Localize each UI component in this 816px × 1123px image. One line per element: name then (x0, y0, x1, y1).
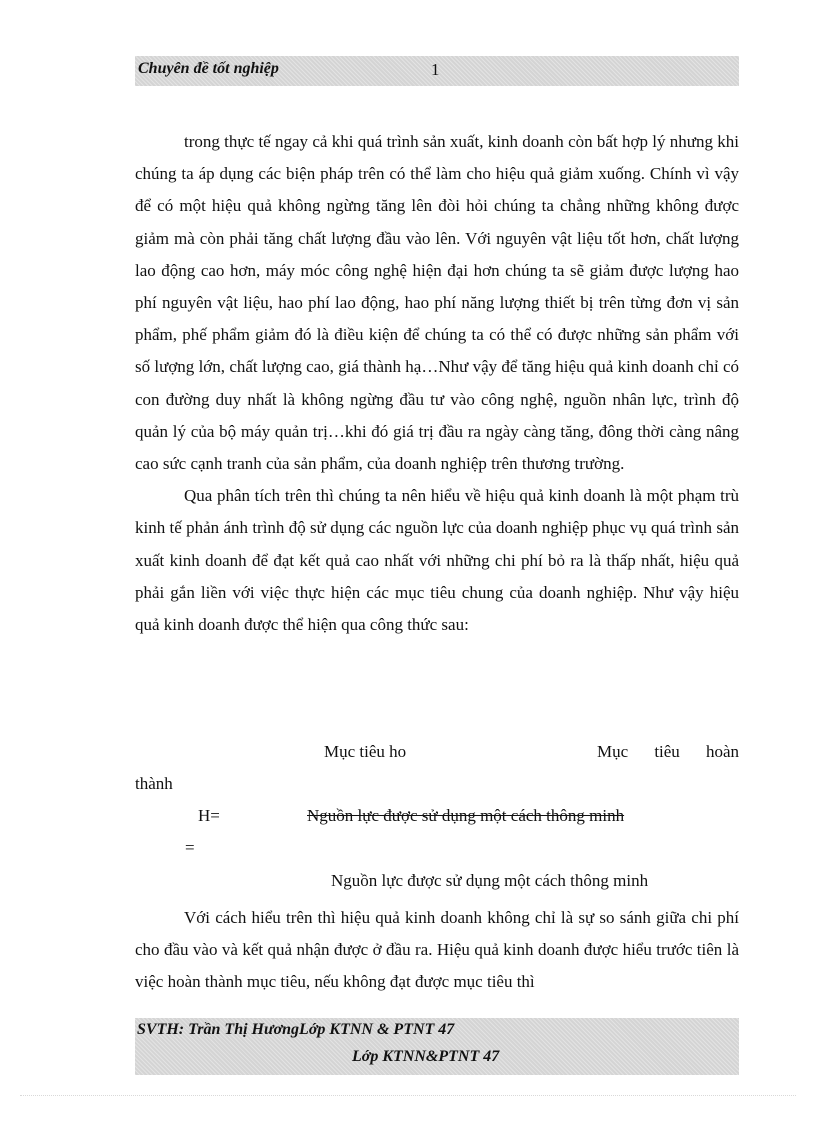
paragraph: Với cách hiểu trên thì hiệu quả kinh doanh không chỉ là sự so sánh giữa chi phí cho đầu vào và kết quả nhận được ở đầu ra. Hiệu quả kinh doanh được hiểu trước tiên là việc hoàn thành mục tiêu, nếu không đạt được mục tiêu thì (135, 908, 739, 992)
formula-h-label: H= (198, 806, 220, 825)
body-text-continued (135, 902, 739, 999)
formula-denominator: Nguồn lực được sử dụng một cách thông minh (331, 871, 649, 890)
formula-word: hoàn (705, 742, 739, 761)
paragraph: Qua phân tích trên thì chúng ta nên hiểu về hiệu quả kinh doanh là một phạm trù kinh tế phản ánh trình độ sử dụng các nguồn lực của doanh nghiệp phục vụ quá trình sản xuất kinh doanh để đạt kết quả cao nhất với những chi phí bỏ ra là thấp nhất, hiệu quả phải gắn liền với việc thực hiện các mục tiêu chung của doanh nghiệp. Như vậy hiệu quả kinh doanh được thể hiện qua công thức sau: (135, 486, 739, 635)
formula-numerator-part-1: Mục tiêu ho (324, 742, 407, 761)
page-header (135, 56, 739, 86)
body-text (135, 126, 739, 641)
formula-equals: = (185, 838, 195, 857)
header-title: Chuyên đề tốt nghiệp (138, 60, 279, 77)
page-bottom-divider (20, 1095, 796, 1096)
formula-struck-line: Nguồn lực được sử dụng một cách thông minh (307, 806, 625, 825)
formula-word: tiêu (654, 742, 680, 761)
footer-author-line: SVTH: Trần Thị HươngLớp KTNN & PTNT 47 (137, 1021, 455, 1038)
formula-word: Mục (597, 742, 629, 761)
page-footer (135, 1018, 739, 1075)
paragraph: trong thực tế ngay cả khi quá trình sản xuất, kinh doanh còn bất hợp lý nhưng khi chúng ta áp dụng các biện pháp trên có thể làm cho hiệu quả giảm xuống. Chính vì vậy để có một hiệu quả không ngừng tăng lên đòi hỏi chúng ta chẳng những không được giảm mà còn phải tăng chất lượng đầu vào lên. Với nguyên vật liệu tốt hơn, chất lượng lao động cao hơn, máy móc công nghệ hiện đại hơn chúng ta sẽ giảm được lượng hao phí nguyên vật liệu, hao phí lao động, hao phí năng lượng thiết bị trên từng đơn vị sản phẩm, phế phẩm giảm đó là điều kiện để chúng ta có thể có được những sản phẩm với số lượng lớn, chất lượng cao, giá thành hạ…Như vậy để tăng hiệu quả kinh doanh chỉ có con đường duy nhất là không ngừng đầu tư vào công nghệ, nguồn nhân lực, trình độ quản lý của bộ máy quản trị…khi đó giá trị đầu ra ngày càng tăng, đông thời càng nâng cao sức cạnh tranh của sản phẩm, của doanh nghiệp trên thương trường. (135, 132, 739, 474)
formula-numerator-wrap: thành (135, 774, 173, 793)
formula-numerator-part-2 (597, 742, 739, 762)
page-number: 1 (431, 60, 440, 79)
footer-class-line: Lớp KTNN&PTNT 47 (352, 1048, 500, 1065)
